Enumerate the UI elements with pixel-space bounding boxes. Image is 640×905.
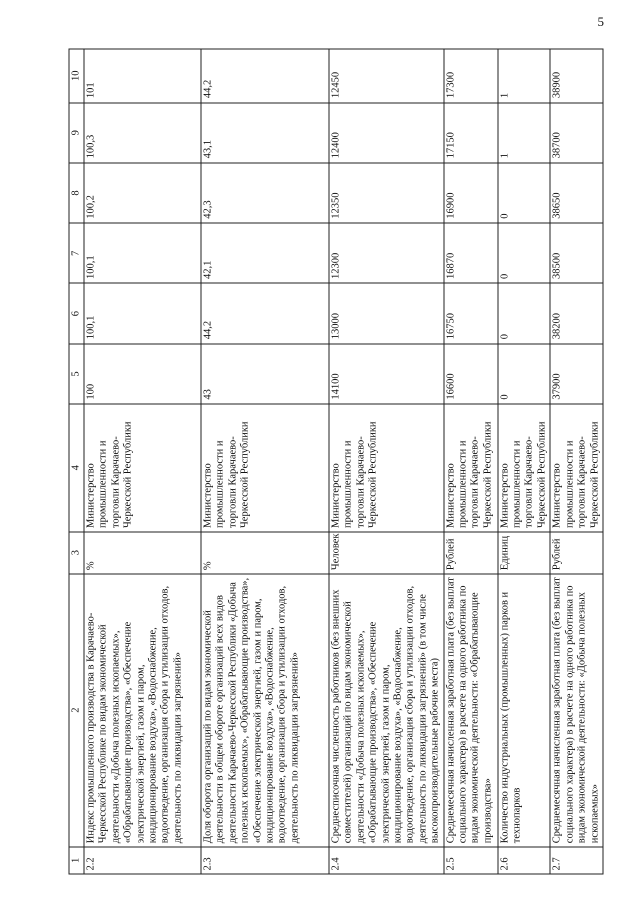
value-cell: 37900 bbox=[550, 344, 603, 404]
indicator-name: Среднемесячная начисленная заработная плата (без выплат социального характера) в расчете на одного работника по видам экономической деятельности: «Обрабатывающие производства» bbox=[444, 574, 498, 847]
value-cell: 100,3 bbox=[84, 103, 201, 163]
table-row bbox=[84, 49, 201, 874]
unit: Рублей bbox=[444, 532, 498, 574]
header-cell: 3 bbox=[69, 532, 84, 574]
value-cell: 0 bbox=[498, 344, 551, 404]
value-cell: 100,1 bbox=[84, 223, 201, 283]
responsible: Министерство промышленности и торговли Карачаево-Черкесской Республики bbox=[84, 404, 201, 531]
header-cell: 9 bbox=[69, 103, 84, 163]
value-cell: 38700 bbox=[550, 103, 603, 163]
value-cell: 43 bbox=[201, 344, 329, 404]
indicator-name: Индекс промышленного производства в Карачаево-Черкесской Республике по видам экономической деятельности «Добыча полезных ископаемых», «Обрабатывающие производства», «Обеспечение электрической энергией, газом и паром, кондиционирование воздуха», «Водоснабжение, водоотведение, организация сбора и утилизации отходов, деятельность по ликвидации загрязнений» bbox=[84, 574, 201, 847]
value-cell: 1 bbox=[498, 103, 551, 163]
value-cell: 101 bbox=[84, 49, 201, 103]
unit: Единиц bbox=[498, 532, 551, 574]
header-cell: 1 bbox=[69, 847, 84, 874]
value-cell: 17300 bbox=[444, 49, 498, 103]
responsible: Министерство промышленности и торговли Карачаево-Черкесской Республики bbox=[329, 404, 444, 531]
header-cell: 8 bbox=[69, 163, 84, 223]
responsible: Министерство промышленности и торговли Карачаево-Черкесской Республики bbox=[550, 404, 603, 531]
header-cell: 2 bbox=[69, 574, 84, 847]
value-cell: 0 bbox=[498, 283, 551, 343]
value-cell: 100,2 bbox=[84, 163, 201, 223]
value-cell: 100,1 bbox=[84, 283, 201, 343]
row-number: 2.3 bbox=[201, 847, 329, 874]
indicator-name: Среднемесячная начисленная заработная плата (без выплат социального характера) в расчете на одного работника по видам экономической деятельности: «Добыча полезных ископаемых» bbox=[550, 574, 603, 847]
value-cell: 38650 bbox=[550, 163, 603, 223]
header-cell: 6 bbox=[69, 283, 84, 343]
indicator-name: Доля оборота организаций по видам экономической деятельности в общем обороте организаций всех видов деятельности Карачаево-Черкесской Республики «Добыча полезных ископаемых», «Обрабатывающие производства», «Обеспечение электрической энергией, газом и паром, кондиционирование воздуха», «Водоснабжение, водоотведение, организация сбора и утилизации отходов, деятельность по ликвидации загрязнений» bbox=[201, 574, 329, 847]
value-cell: 12300 bbox=[329, 223, 444, 283]
value-cell: 100 bbox=[84, 344, 201, 404]
unit: Рублей bbox=[550, 532, 603, 574]
header-row bbox=[69, 49, 84, 874]
indicators-table bbox=[69, 49, 604, 875]
indicator-name: Количество индустриальных (промышленных) парков и технопарков bbox=[498, 574, 551, 847]
row-number: 2.2 bbox=[84, 847, 201, 874]
value-cell: 42,1 bbox=[201, 223, 329, 283]
row-number: 2.7 bbox=[550, 847, 603, 874]
value-cell: 16900 bbox=[444, 163, 498, 223]
value-cell: 42,3 bbox=[201, 163, 329, 223]
header-cell: 10 bbox=[69, 49, 84, 103]
value-cell: 1 bbox=[498, 49, 551, 103]
unit: Человек bbox=[329, 532, 444, 574]
table-row bbox=[201, 49, 329, 874]
value-cell: 38500 bbox=[550, 223, 603, 283]
table-row bbox=[444, 49, 498, 874]
row-number: 2.4 bbox=[329, 847, 444, 874]
value-cell: 44,2 bbox=[201, 283, 329, 343]
value-cell: 16750 bbox=[444, 283, 498, 343]
value-cell: 44,2 bbox=[201, 49, 329, 103]
value-cell: 38900 bbox=[550, 49, 603, 103]
value-cell: 12450 bbox=[329, 49, 444, 103]
row-number: 2.5 bbox=[444, 847, 498, 874]
table-row bbox=[550, 49, 603, 874]
header-cell: 7 bbox=[69, 223, 84, 283]
rotated-table-wrapper bbox=[69, 49, 600, 875]
unit: % bbox=[201, 532, 329, 574]
unit: % bbox=[84, 532, 201, 574]
header-cell: 5 bbox=[69, 344, 84, 404]
value-cell: 14100 bbox=[329, 344, 444, 404]
responsible: Министерство промышленности и торговли Карачаево-Черкесской Республики bbox=[444, 404, 498, 531]
value-cell: 12350 bbox=[329, 163, 444, 223]
value-cell: 43,1 bbox=[201, 103, 329, 163]
value-cell: 38200 bbox=[550, 283, 603, 343]
value-cell: 0 bbox=[498, 163, 551, 223]
value-cell: 16600 bbox=[444, 344, 498, 404]
row-number: 2.6 bbox=[498, 847, 551, 874]
value-cell: 13000 bbox=[329, 283, 444, 343]
table-row bbox=[498, 49, 551, 874]
page-number: 5 bbox=[597, 14, 604, 29]
header-cell: 4 bbox=[69, 404, 84, 531]
value-cell: 0 bbox=[498, 223, 551, 283]
value-cell: 12400 bbox=[329, 103, 444, 163]
responsible: Министерство промышленности и торговли Карачаево-Черкесской Республики bbox=[201, 404, 329, 531]
table-row bbox=[329, 49, 444, 874]
value-cell: 16870 bbox=[444, 223, 498, 283]
indicator-name: Среднесписочная численность работников (без внешних совместителей) организаций по видам экономической деятельности «Добыча полезных ископаемых», «Обрабатывающие производства», «Обеспечение электрической энергией, газом и паром, кондиционирование воздуха», «Водоснабжение, водоотведение, организация сбора и утилизации отходов, деятельность по ликвидации загрязнений» (в том числе высокопроизводительные рабочие места) bbox=[329, 574, 444, 847]
value-cell: 17150 bbox=[444, 103, 498, 163]
responsible: Министерство промышленности и торговли Карачаево-Черкесской Республики bbox=[498, 404, 551, 531]
